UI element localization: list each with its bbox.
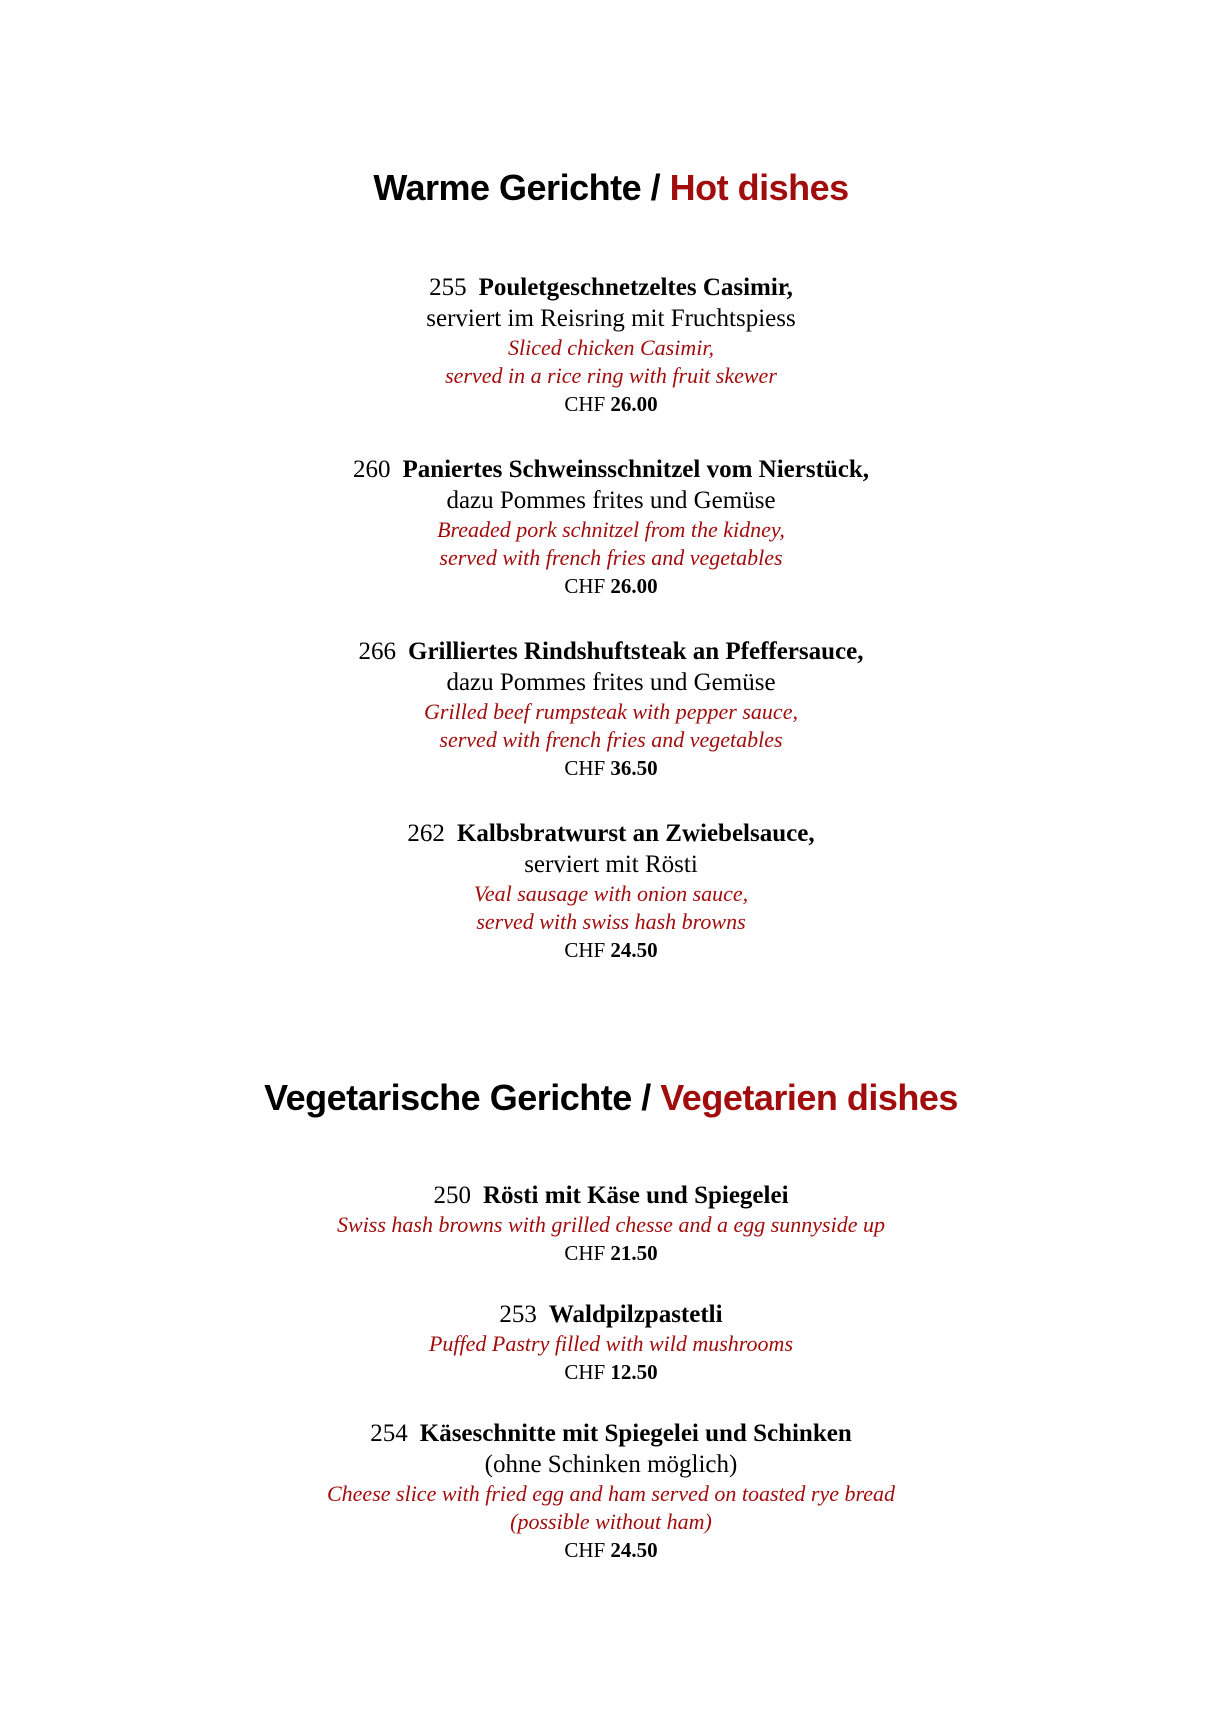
dish-name: Käseschnitte mit Spiegelei und Schinken [419, 1420, 852, 1447]
dish-description-en: Grilled beef rumpsteak with pepper sauce, [424, 699, 798, 724]
price-amount: 36.50 [610, 756, 658, 780]
price-amount: 24.50 [610, 938, 658, 962]
dish-description-en: Breaded pork schnitzel from the kidney, [437, 517, 785, 542]
dish-heading [0, 818, 1222, 849]
dish-number: 254 [370, 1420, 408, 1447]
price-amount: 12.50 [610, 1360, 658, 1384]
dish-number: 250 [433, 1182, 471, 1209]
dish-price [0, 1536, 1222, 1564]
price-amount: 24.50 [610, 1538, 658, 1562]
dish-description-en-2: served with french fries and vegetables [439, 727, 783, 752]
dish-description-en-2: served in a rice ring with fruit skewer [445, 363, 777, 388]
price-amount: 21.50 [610, 1241, 658, 1265]
menu-item [0, 1299, 1222, 1386]
dish-number: 266 [358, 638, 396, 665]
dish-name: Paniertes Schweinsschnitzel vom Nierstück, [402, 456, 870, 483]
dish-name: Kalbsbratwurst an Zwiebelsauce, [456, 820, 815, 847]
hot-title-en: Hot dishes [669, 167, 849, 208]
dish-number: 255 [429, 274, 467, 301]
dish-heading [0, 454, 1222, 485]
menu-item [0, 1180, 1222, 1267]
price-currency: CHF [564, 392, 606, 416]
dish-description-en: Cheese slice with fried egg and ham served on toasted rye bread [326, 1481, 895, 1506]
dish-number: 260 [352, 456, 391, 483]
dish-number: 262 [407, 820, 445, 847]
menu-item [0, 272, 1222, 418]
price-currency: CHF [564, 756, 606, 780]
menu-item [0, 454, 1222, 600]
price-currency: CHF [564, 574, 606, 598]
dish-description-en: Sliced chicken Casimir, [508, 335, 714, 360]
price-currency: CHF [564, 1241, 606, 1265]
dish-price [0, 572, 1222, 600]
dish-heading [0, 1180, 1222, 1211]
price-currency: CHF [564, 1538, 606, 1562]
dish-name: Waldpilzpastetli [548, 1301, 723, 1328]
dish-heading [0, 636, 1222, 667]
price-currency: CHF [564, 1360, 606, 1384]
price-amount: 26.00 [610, 392, 658, 416]
veg-title-de: Vegetarische Gerichte / [264, 1077, 651, 1118]
dish-description-en: Puffed Pastry filled with wild mushrooms [428, 1331, 794, 1356]
dish-price [0, 936, 1222, 964]
dish-heading [0, 1418, 1222, 1449]
dish-description-en: Veal sausage with onion sauce, [473, 881, 749, 906]
dish-name: Rösti mit Käse und Spiegelei [482, 1182, 789, 1209]
menu-item [0, 1418, 1222, 1564]
dish-description-en-2: served with french fries and vegetables [439, 545, 783, 570]
dish-number: 253 [499, 1301, 537, 1328]
dish-name: Grilliertes Rindshuftsteak an Pfeffersauce, [408, 638, 864, 665]
dish-description-en-2: served with swiss hash browns [476, 909, 746, 934]
dish-heading [0, 272, 1222, 303]
dish-description-en: Swiss hash browns with grilled chesse and a egg sunnyside up [337, 1212, 885, 1237]
price-currency: CHF [564, 938, 606, 962]
dish-name: Pouletgeschnetzeltes Casimir, [478, 274, 793, 301]
hot-dishes-title [0, 166, 1222, 210]
dish-description-de: serviert im Reisring mit Fruchtspiess [426, 305, 796, 332]
dish-price [0, 1239, 1222, 1267]
veg-title-en: Vegetarien dishes [660, 1077, 958, 1118]
dish-price [0, 754, 1222, 782]
dish-description-de: serviert mit Rösti [524, 851, 698, 878]
menu-item [0, 636, 1222, 782]
price-amount: 26.00 [610, 574, 658, 598]
menu-item [0, 818, 1222, 964]
hot-title-de: Warme Gerichte / [373, 167, 661, 208]
dish-description-de: dazu Pommes frites und Gemüse [446, 487, 776, 514]
vegetarian-dishes-title [0, 1076, 1222, 1120]
dish-description-de: (ohne Schinken möglich) [484, 1451, 738, 1478]
dish-description-en-2: (possible without ham) [510, 1509, 712, 1534]
dish-price [0, 390, 1222, 418]
dish-description-de: dazu Pommes frites und Gemüse [446, 669, 776, 696]
dish-price [0, 1358, 1222, 1386]
dish-heading [0, 1299, 1222, 1330]
